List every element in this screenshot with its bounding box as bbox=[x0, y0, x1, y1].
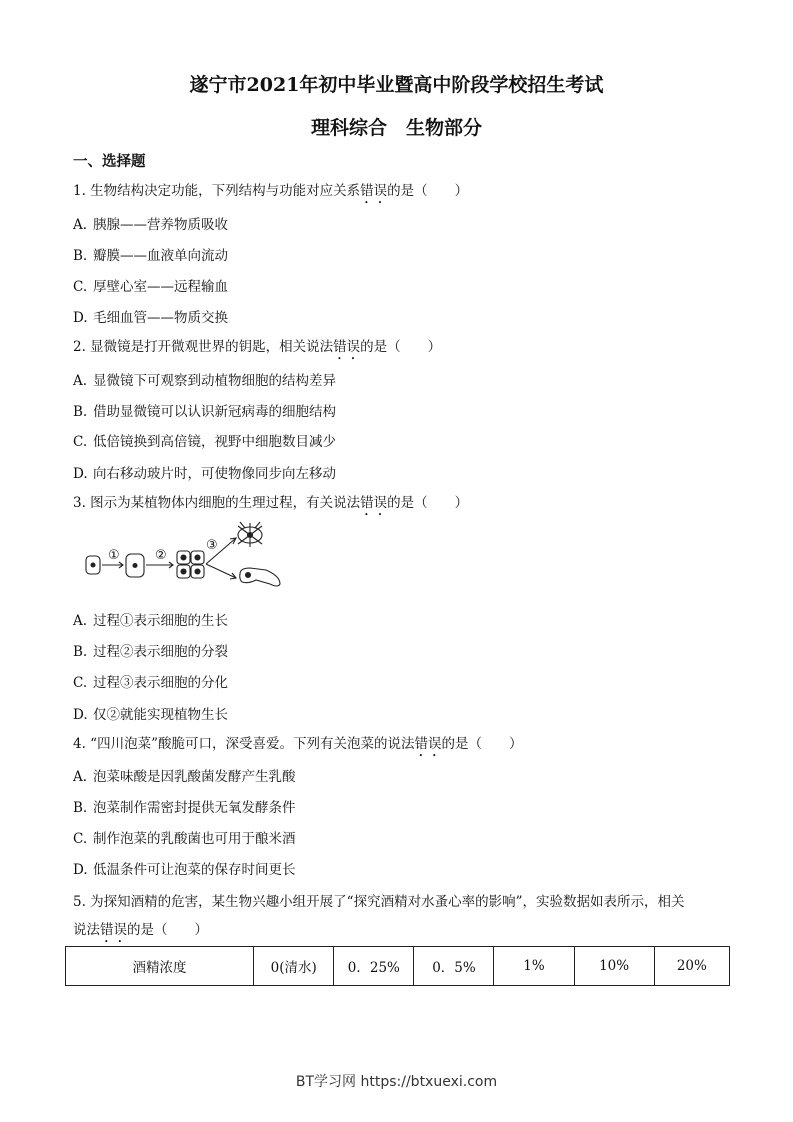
emphasis-text: 错误 bbox=[100, 922, 127, 938]
process-label-1: ① bbox=[108, 548, 120, 563]
page-title: 遂宁市2021年初中毕业暨高中阶段学校招生考试 bbox=[189, 74, 604, 96]
cell-nucleus bbox=[195, 555, 200, 560]
option-text: 显微镜下可观察到动植物细胞的结构差异 bbox=[93, 373, 336, 389]
option-text: 低倍镜换到高倍镜，视野中细胞数目减少 bbox=[93, 434, 336, 450]
table-cell: 0．5% bbox=[414, 947, 494, 986]
option-text: 泡菜制作需密封提供无氧发酵条件 bbox=[93, 800, 296, 816]
question-4-option-c bbox=[73, 827, 296, 847]
stem-text: 说法 bbox=[73, 922, 100, 938]
star-shaped-cell bbox=[238, 522, 262, 547]
stem-text: 的是（ ） bbox=[387, 495, 469, 511]
stem-text: 的是（ ） bbox=[441, 736, 523, 752]
emphasis-text: 错误 bbox=[360, 183, 388, 199]
question-1-option-b bbox=[73, 244, 228, 264]
process-label-3: ③ bbox=[206, 538, 218, 553]
question-3-option-a bbox=[73, 609, 228, 629]
question-1-option-d bbox=[73, 306, 228, 326]
table-cell: 0(清水) bbox=[254, 947, 334, 986]
option-letter: C. bbox=[73, 434, 88, 450]
table-cell: 20% bbox=[654, 947, 729, 986]
option-text: 过程①表示细胞的生长 bbox=[93, 613, 228, 629]
cell-nucleus bbox=[181, 569, 186, 574]
emphasis-text: 错误 bbox=[333, 339, 361, 355]
cell-nucleus bbox=[133, 564, 137, 568]
table-cell: 0．25% bbox=[334, 947, 414, 986]
option-text: 仅②就能实现植物生长 bbox=[93, 707, 228, 723]
question-3-option-d bbox=[73, 703, 228, 723]
question-2-option-c bbox=[73, 430, 336, 450]
question-4-option-d bbox=[73, 858, 296, 878]
option-letter: B. bbox=[73, 248, 88, 264]
question-1-option-a bbox=[73, 213, 228, 233]
stem-text: 1. 生物结构决定功能，下列结构与功能对应关系 bbox=[73, 183, 361, 199]
section-heading: 一、选择题 bbox=[73, 153, 146, 170]
question-4-stem bbox=[73, 732, 522, 760]
option-text: 制作泡菜的乳酸菌也可用于酿米酒 bbox=[93, 831, 296, 847]
emphasis-text: 错误 bbox=[414, 736, 442, 752]
option-text: 胰腺——营养物质吸收 bbox=[93, 217, 228, 233]
question-1-option-c bbox=[73, 275, 228, 295]
question-3-stem bbox=[73, 491, 468, 519]
table-row bbox=[66, 947, 730, 986]
option-letter: A. bbox=[73, 217, 88, 233]
cell-nucleus bbox=[195, 569, 200, 574]
question-4-option-b bbox=[73, 796, 296, 816]
cell-nucleus bbox=[181, 555, 186, 560]
option-letter: D. bbox=[73, 862, 88, 878]
option-text: 泡菜味酸是因乳酸菌发酵产生乳酸 bbox=[93, 769, 296, 785]
cell-nucleus bbox=[246, 573, 251, 578]
question-4-option-a bbox=[73, 765, 296, 785]
option-letter: D. bbox=[73, 310, 88, 326]
arrow-3-down bbox=[206, 564, 236, 578]
option-text: 毛细血管——物质交换 bbox=[93, 310, 228, 326]
page-subtitle: 理科综合 生物部分 bbox=[310, 117, 482, 139]
process-label-2: ② bbox=[155, 548, 167, 563]
question-1-stem bbox=[73, 179, 468, 207]
stem-text: 4. “四川泡菜”酸脆可口，深受喜爱。下列有关泡菜的说法 bbox=[73, 736, 415, 752]
question-2-stem bbox=[73, 335, 441, 363]
table-cell: 酒精浓度 bbox=[66, 947, 254, 986]
option-letter: B. bbox=[73, 644, 88, 660]
option-letter: C. bbox=[73, 831, 88, 847]
option-letter: D. bbox=[73, 707, 88, 723]
cell-process-diagram bbox=[80, 518, 290, 598]
stem-text: 的是（ ） bbox=[360, 339, 442, 355]
option-letter: A. bbox=[73, 373, 88, 389]
option-text: 过程②表示细胞的分裂 bbox=[93, 644, 228, 660]
option-letter: B. bbox=[73, 404, 88, 420]
option-text: 借助显微镜可以认识新冠病毒的细胞结构 bbox=[93, 404, 336, 420]
option-letter: A. bbox=[73, 613, 88, 629]
stem-text: 的是（ ） bbox=[127, 922, 208, 938]
cell-nucleus bbox=[91, 563, 95, 567]
table-cell: 1% bbox=[494, 947, 574, 986]
option-text: 低温条件可让泡菜的保存时间更长 bbox=[93, 862, 296, 878]
alcohol-concentration-table bbox=[65, 946, 730, 986]
option-text: 瓣膜——血液单向流动 bbox=[93, 248, 228, 264]
stem-text: 2. 显微镜是打开微观世界的钥匙，相关说法 bbox=[73, 339, 334, 355]
option-text: 向右移动玻片时，可使物像同步向左移动 bbox=[93, 466, 336, 482]
question-5-stem-line-1: 5. 为探知酒精的危害，某生物兴趣小组开展了“探究酒精对水蚤心率的影响”，实验数据如表所示，相关 bbox=[73, 894, 685, 910]
table-cell: 10% bbox=[574, 947, 654, 986]
option-letter: D. bbox=[73, 466, 88, 482]
question-2-option-d bbox=[73, 462, 336, 482]
option-letter: B. bbox=[73, 800, 88, 816]
stem-text: 3. 图示为某植物体内细胞的生理过程，有关说法 bbox=[73, 495, 361, 511]
option-text: 过程③表示细胞的分化 bbox=[93, 675, 228, 691]
option-letter: A. bbox=[73, 769, 88, 785]
question-3-option-b bbox=[73, 640, 228, 660]
option-letter: C. bbox=[73, 675, 88, 691]
emphasis-text: 错误 bbox=[360, 495, 388, 511]
footer-watermark: BT学习网 https://btxuexi.com bbox=[295, 1074, 498, 1090]
option-letter: C. bbox=[73, 279, 88, 295]
stem-text: 的是（ ） bbox=[387, 183, 469, 199]
option-text: 厚壁心室——远程输血 bbox=[93, 279, 228, 295]
question-3-option-c bbox=[73, 671, 228, 691]
question-2-option-a bbox=[73, 369, 336, 389]
question-2-option-b bbox=[73, 400, 336, 420]
question-5-stem-line-2 bbox=[73, 918, 208, 946]
